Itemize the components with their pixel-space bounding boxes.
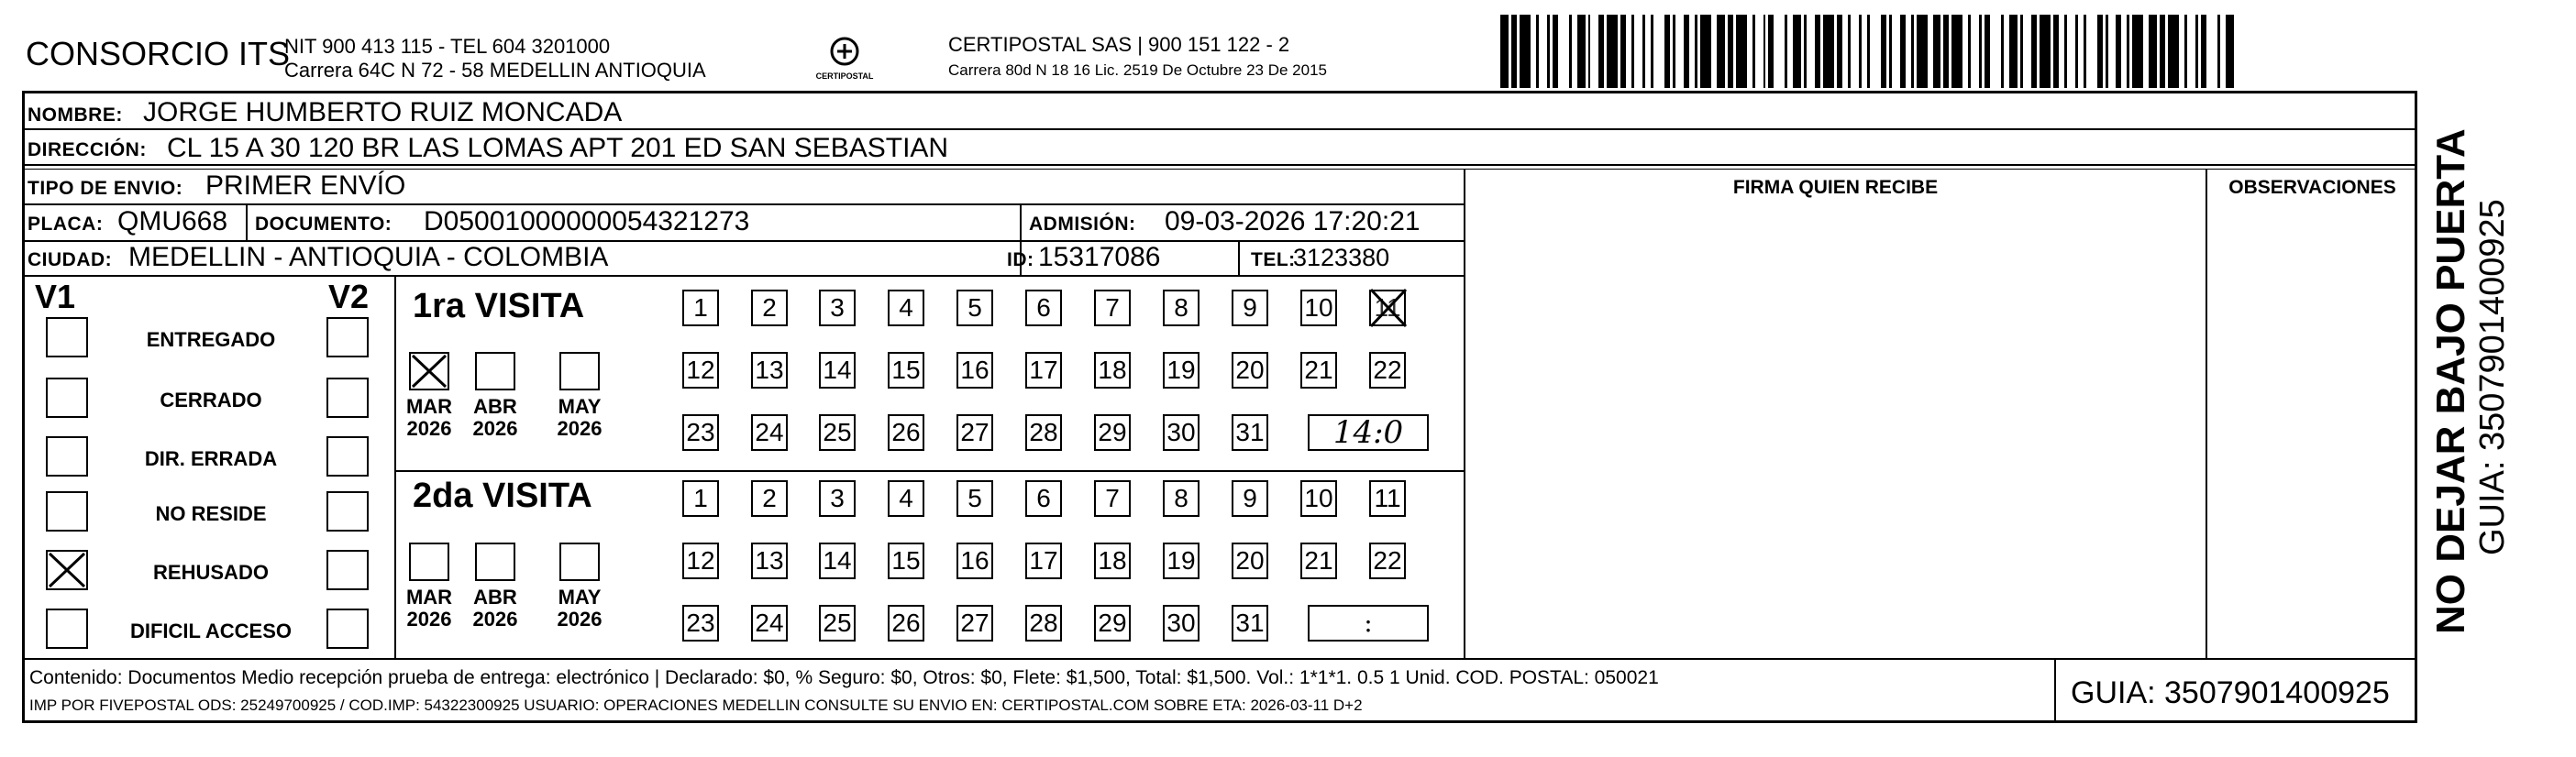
day-box[interactable]: 13: [751, 352, 788, 389]
side-warning: NO DEJAR BAJO PUERTA: [2428, 128, 2473, 634]
id-value: 15317086: [1038, 242, 1161, 272]
v1-header: V1: [35, 278, 76, 315]
status-v2-checkbox[interactable]: [326, 317, 369, 357]
day-box[interactable]: 30: [1163, 605, 1200, 642]
month-checkbox[interactable]: [475, 352, 515, 390]
day-box[interactable]: 9: [1232, 480, 1268, 517]
day-box[interactable]: 9: [1232, 290, 1268, 326]
status-v2-checkbox[interactable]: [326, 378, 369, 418]
day-box[interactable]: 27: [956, 605, 993, 642]
status-label: DIFICIL ACCESO: [129, 620, 292, 642]
day-box[interactable]: 30: [1163, 414, 1200, 451]
day-box[interactable]: 23: [682, 414, 719, 451]
nit-line: NIT 900 413 115 - TEL 604 3201000: [284, 35, 611, 58]
status-label: CERRADO: [160, 389, 262, 411]
day-box[interactable]: 31: [1232, 605, 1268, 642]
day-box[interactable]: 24: [751, 605, 788, 642]
brand-name: CONSORCIO ITS: [26, 35, 291, 72]
status-v2-checkbox[interactable]: [326, 491, 369, 532]
day-box[interactable]: 21: [1300, 352, 1337, 389]
month-label: MAR 2026: [405, 586, 453, 631]
id-label: ID:: [1007, 249, 1034, 270]
day-box[interactable]: 3: [819, 290, 856, 326]
day-box[interactable]: 14: [819, 543, 856, 579]
day-box[interactable]: 16: [956, 543, 993, 579]
day-box[interactable]: 11: [1369, 290, 1406, 326]
month-label: MAY 2026: [557, 586, 603, 631]
admision-label: ADMISIÓN:: [1029, 214, 1136, 235]
day-box[interactable]: 25: [819, 414, 856, 451]
day-box[interactable]: 23: [682, 605, 719, 642]
barcode: [1500, 15, 2234, 88]
day-box[interactable]: 26: [888, 414, 924, 451]
tipo-envio-value: PRIMER ENVÍO: [205, 170, 406, 201]
v2-header: V2: [328, 278, 370, 315]
company-line: CERTIPOSTAL SAS | 900 151 122 - 2: [948, 33, 1290, 56]
day-box[interactable]: 7: [1094, 290, 1131, 326]
day-box[interactable]: 18: [1094, 352, 1131, 389]
month-checkbox[interactable]: [409, 543, 449, 581]
status-label: NO RESIDE: [155, 502, 267, 525]
nombre-label: NOMBRE:: [28, 104, 123, 126]
day-box[interactable]: 22: [1369, 352, 1406, 389]
day-box[interactable]: 21: [1300, 543, 1337, 579]
day-box[interactable]: 28: [1025, 414, 1062, 451]
day-box[interactable]: 12: [682, 543, 719, 579]
day-box[interactable]: 22: [1369, 543, 1406, 579]
firma-header: FIRMA QUIEN RECIBE: [1732, 177, 1939, 198]
month-checkbox[interactable]: [475, 543, 515, 581]
placa-value: QMU668: [117, 206, 228, 236]
status-label: ENTREGADO: [146, 328, 276, 351]
day-box[interactable]: 1: [682, 290, 719, 326]
day-box[interactable]: 6: [1025, 480, 1062, 517]
day-box[interactable]: 5: [956, 290, 993, 326]
status-v2-checkbox[interactable]: [326, 550, 369, 590]
month-label: MAR 2026: [405, 395, 453, 440]
direccion-value: CL 15 A 30 120 BR LAS LOMAS APT 201 ED SAN SEBASTIAN: [167, 133, 949, 163]
day-box[interactable]: 1: [682, 480, 719, 517]
placa-label: PLACA:: [28, 214, 104, 235]
status-v2-checkbox[interactable]: [326, 436, 369, 477]
day-box[interactable]: 27: [956, 414, 993, 451]
footer-print-line: IMP POR FIVEPOSTAL ODS: 25249700925 / COD.IMP: 54322300925 USUARIO: OPERACIONES MEDELLIN CONSULTE SU ENVIO EN: CERTIPOSTAL.COM SOBRE ETA: 2026-03-11 D+2: [29, 697, 1363, 714]
day-box[interactable]: 3: [819, 480, 856, 517]
footer-content-line: Contenido: Documentos Medio recepción prueba de entrega: electrónico | Declarado: $0, % Seguro: $0, Otros: $0, Flete: $1,500, Total: $1,500. Vol.: 1*1*1. 0.5 1 Unid. COD. POSTAL: 050021: [29, 667, 1659, 688]
svg-text:CERTIPOSTAL: CERTIPOSTAL: [815, 71, 874, 81]
day-box[interactable]: 2: [751, 480, 788, 517]
tel-label: TEL:: [1251, 249, 1296, 270]
status-v1-checkbox[interactable]: [46, 550, 88, 590]
day-box[interactable]: 12: [682, 352, 719, 389]
day-box[interactable]: 20: [1232, 352, 1268, 389]
day-box[interactable]: 31: [1232, 414, 1268, 451]
day-box[interactable]: 17: [1025, 543, 1062, 579]
observaciones-header: OBSERVACIONES: [2228, 177, 2396, 198]
day-box[interactable]: 18: [1094, 543, 1131, 579]
address-line: Carrera 64C N 72 - 58 MEDELLIN ANTIOQUIA: [284, 59, 706, 82]
day-box[interactable]: 2: [751, 290, 788, 326]
status-v1-checkbox[interactable]: [46, 378, 88, 418]
company-address: Carrera 80d N 18 16 Lic. 2519 De Octubre 23 De 2015: [948, 61, 1327, 79]
day-box[interactable]: 5: [956, 480, 993, 517]
day-box[interactable]: 14: [819, 352, 856, 389]
day-box[interactable]: 7: [1094, 480, 1131, 517]
day-box[interactable]: 24: [751, 414, 788, 451]
certipostal-logo: [812, 33, 878, 88]
nombre-value: JORGE HUMBERTO RUIZ MONCADA: [143, 97, 623, 127]
day-box[interactable]: 11: [1369, 480, 1406, 517]
ciudad-value: MEDELLIN - ANTIOQUIA - COLOMBIA: [128, 242, 609, 272]
tipo-envio-label: TIPO DE ENVIO:: [28, 178, 183, 199]
day-box[interactable]: 8: [1163, 290, 1200, 326]
footer-guia: GUIA: 3507901400925: [2071, 675, 2390, 710]
day-box[interactable]: 19: [1163, 352, 1200, 389]
day-box[interactable]: 6: [1025, 290, 1062, 326]
day-box[interactable]: 29: [1094, 414, 1131, 451]
day-box[interactable]: 25: [819, 605, 856, 642]
documento-value: D05001000000054321273: [424, 206, 750, 236]
time-box[interactable]: 14:0: [1308, 414, 1429, 451]
day-box[interactable]: 17: [1025, 352, 1062, 389]
status-v1-checkbox[interactable]: [46, 317, 88, 357]
day-box[interactable]: 13: [751, 543, 788, 579]
status-v2-checkbox[interactable]: [326, 609, 369, 649]
status-v1-checkbox[interactable]: [46, 609, 88, 649]
admision-value: 09-03-2026 17:20:21: [1165, 206, 1421, 236]
month-checkbox[interactable]: [559, 352, 600, 390]
status-label: DIR. ERRADA: [144, 447, 278, 470]
status-v1-checkbox[interactable]: [46, 491, 88, 532]
ciudad-label: CIUDAD:: [28, 249, 113, 270]
month-checkbox[interactable]: [409, 352, 449, 390]
day-box[interactable]: 15: [888, 352, 924, 389]
second-visit-title: 2da VISITA: [413, 477, 592, 515]
time-box[interactable]: :: [1308, 605, 1429, 642]
day-box[interactable]: 10: [1300, 290, 1337, 326]
day-box[interactable]: 10: [1300, 480, 1337, 517]
month-label: ABR 2026: [472, 586, 518, 631]
day-box[interactable]: 8: [1163, 480, 1200, 517]
day-box[interactable]: 15: [888, 543, 924, 579]
first-visit-title: 1ra VISITA: [413, 287, 585, 325]
day-box[interactable]: 28: [1025, 605, 1062, 642]
month-label: MAY 2026: [557, 395, 603, 440]
day-box[interactable]: 20: [1232, 543, 1268, 579]
day-box[interactable]: 4: [888, 290, 924, 326]
side-guia: GUIA: 3507901400925: [2473, 199, 2512, 555]
status-v1-checkbox[interactable]: [46, 436, 88, 477]
documento-label: DOCUMENTO:: [255, 214, 392, 235]
day-box[interactable]: 26: [888, 605, 924, 642]
day-box[interactable]: 19: [1163, 543, 1200, 579]
direccion-label: DIRECCIÓN:: [28, 139, 147, 160]
month-label: ABR 2026: [472, 395, 518, 440]
day-box[interactable]: 29: [1094, 605, 1131, 642]
day-box[interactable]: 16: [956, 352, 993, 389]
tel-value: 3123380: [1293, 244, 1390, 271]
day-box[interactable]: 4: [888, 480, 924, 517]
month-checkbox[interactable]: [559, 543, 600, 581]
status-label: REHUSADO: [153, 561, 269, 584]
